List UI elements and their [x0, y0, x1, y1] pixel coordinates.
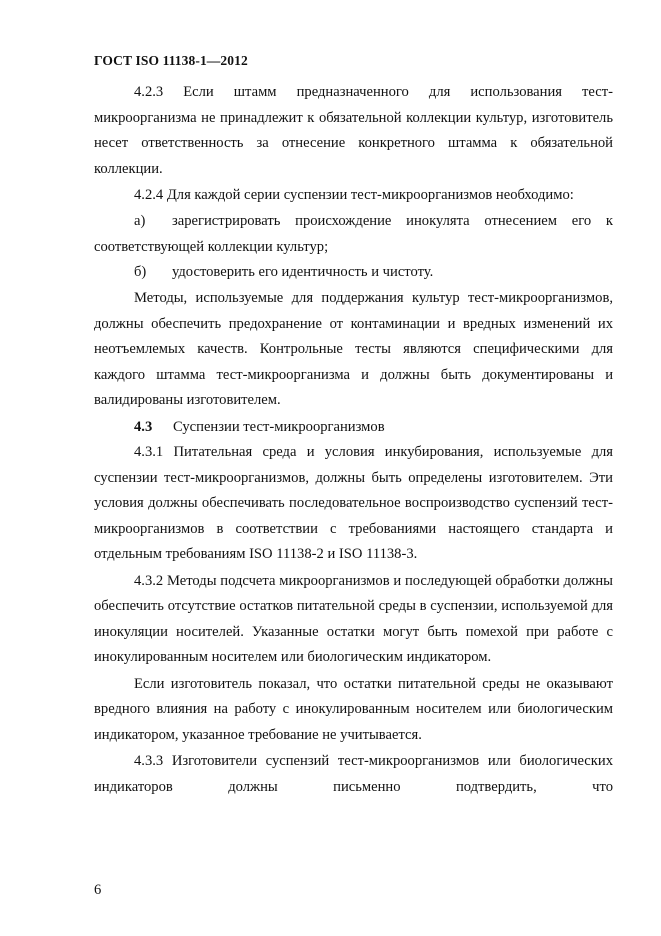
section-number: 4.3 [134, 418, 153, 435]
paragraph-methods: Методы, используемые для поддержания культур тест-микроорганизмов, должны обеспечить предохранение от контаминации и вредных изменений их неотъемлемых качеств. Контрольные тесты являются специфическими для каждого штамма тест-микроорганизма и должны быть документированы и валидированы изготовителем. [94, 289, 613, 409]
paragraph-4-3-2: 4.3.2 Методы подсчета микроорганизмов и последующей обработки должны обеспечить отсутствие остатков питательной среды в суспензии, используемой для инокуляции носителей. Указанные остатки могут быть помехой при работе с инокулированным носителем или биологическим индикатором. [94, 572, 613, 666]
paragraph-4-2-4: 4.2.4 Для каждой серии суспензии тест-микроорганизмов необходимо: [134, 186, 574, 203]
list-item-a [94, 209, 613, 235]
paragraph-4-2-3: 4.2.3 Если штамм предназначенного для использования тест-микроорганизма не принадлежит к обязательной коллекции культур, изготовитель несет ответственность за отнесение конкретного штамма к обязательной коллекции. [94, 84, 613, 177]
paragraph-manufacturer-shown: Если изготовитель показал, что остатки питательной среды не оказывают вредного влияния на работу с инокулированным носителем или биологическим индикатором, указанное требование не учитывается. [94, 675, 613, 743]
list-item-b-text: удостоверить его идентичность и чистоту. [172, 264, 434, 281]
paragraph-4-3-1: 4.3.1 Питательная среда и условия инкубирования, используемые для суспензии тест-микроорганизмов, должны быть определены изготовителем. Эти условия должны обеспечивать последовательное воспроизводство суспензий тест-микроорганизмов в соответствии с требованиями настоящего стандарта и отдельным требованиям ISO 11138-2 и ISO 11138-3. [94, 444, 613, 563]
document-header: ГОСТ ISO 11138-1—2012 [94, 53, 248, 68]
list-item-b [94, 260, 613, 286]
section-title: Суспензии тест-микроорганизмов [173, 418, 385, 435]
paragraph-4-3-3: 4.3.3 Изготовители суспензий тест-микроорганизмов или биологических индикаторов должны письменно подтвердить, что [94, 753, 613, 795]
list-item-b-marker: б) [134, 264, 147, 281]
document-body [94, 80, 613, 801]
section-heading-4-3 [94, 415, 613, 441]
list-item-a-continuation: соответствующей коллекции культур; [94, 238, 329, 255]
page-number: 6 [94, 882, 102, 898]
list-item-a-marker: а) [134, 213, 146, 230]
list-item-a-text: зарегистрировать происхождение инокулята отнесением его к [172, 213, 613, 230]
